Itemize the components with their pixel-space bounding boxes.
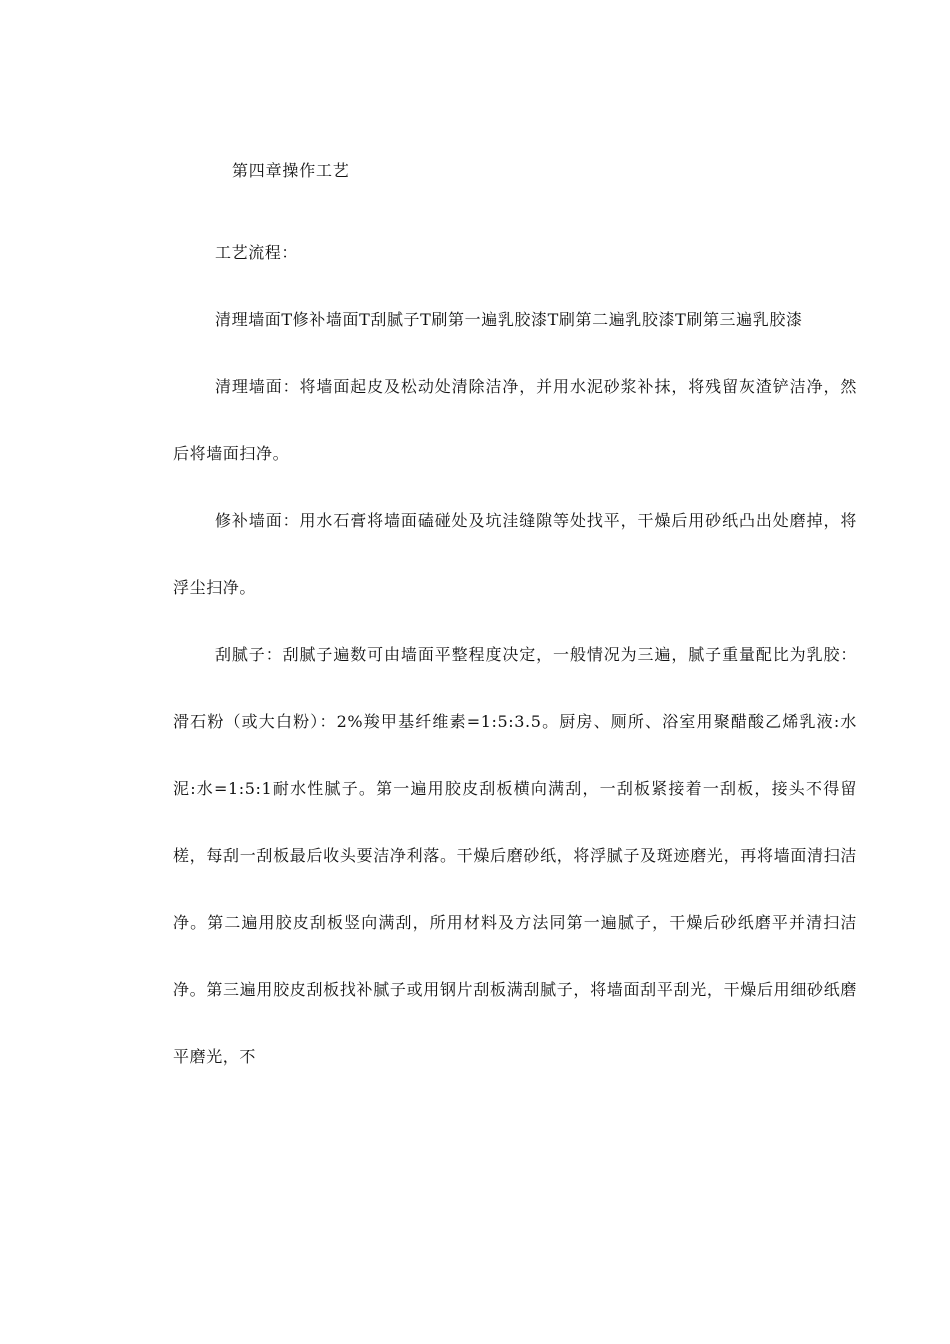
paragraph-clean-wall: 清理墙面：将墙面起皮及松动处清除洁净，并用水泥砂浆补抹，将残留灰渣铲洁净，然后将墙面扫净。 <box>173 377 857 463</box>
paragraph-putty: 刮腻子：刮腻子遍数可由墙面平整程度决定，一般情况为三遍，腻子重量配比为乳胶：滑石粉（或大白粉）：2%羧甲基纤维素=1:5:3.5。厨房、厕所、浴室用聚醋酸乙烯乳液:水泥:水=1:5:1耐水性腻子。第一遍用胶皮刮板横向满刮，一刮板紧接着一刮板，接头不得留槎，每刮一刮板最后收头要洁净利落。干燥后磨砂纸，将浮腻子及斑迹磨光，再将墙面清扫洁净。第二遍用胶皮刮板竖向满刮，所用材料及方法同第一遍腻子，干燥后砂纸磨平并清扫洁净。第三遍用胶皮刮板找补腻子或用钢片刮板满刮腻子，将墙面刮平刮光，干燥后用细砂纸磨平磨光，不 <box>173 645 857 1066</box>
chapter-title: 第四章操作工艺 <box>232 161 350 180</box>
paragraph-process-flow: 清理墙面T修补墙面T刮腻子T刷第一遍乳胶漆T刷第二遍乳胶漆T刷第三遍乳胶漆 <box>215 310 803 329</box>
paragraph-process-heading: 工艺流程： <box>215 243 299 262</box>
paragraph-repair-wall: 修补墙面：用水石膏将墙面磕碰处及坑洼缝隙等处找平，干燥后用砂纸凸出处磨掉，将浮尘扫净。 <box>173 511 857 597</box>
body-text <box>173 219 857 1090</box>
